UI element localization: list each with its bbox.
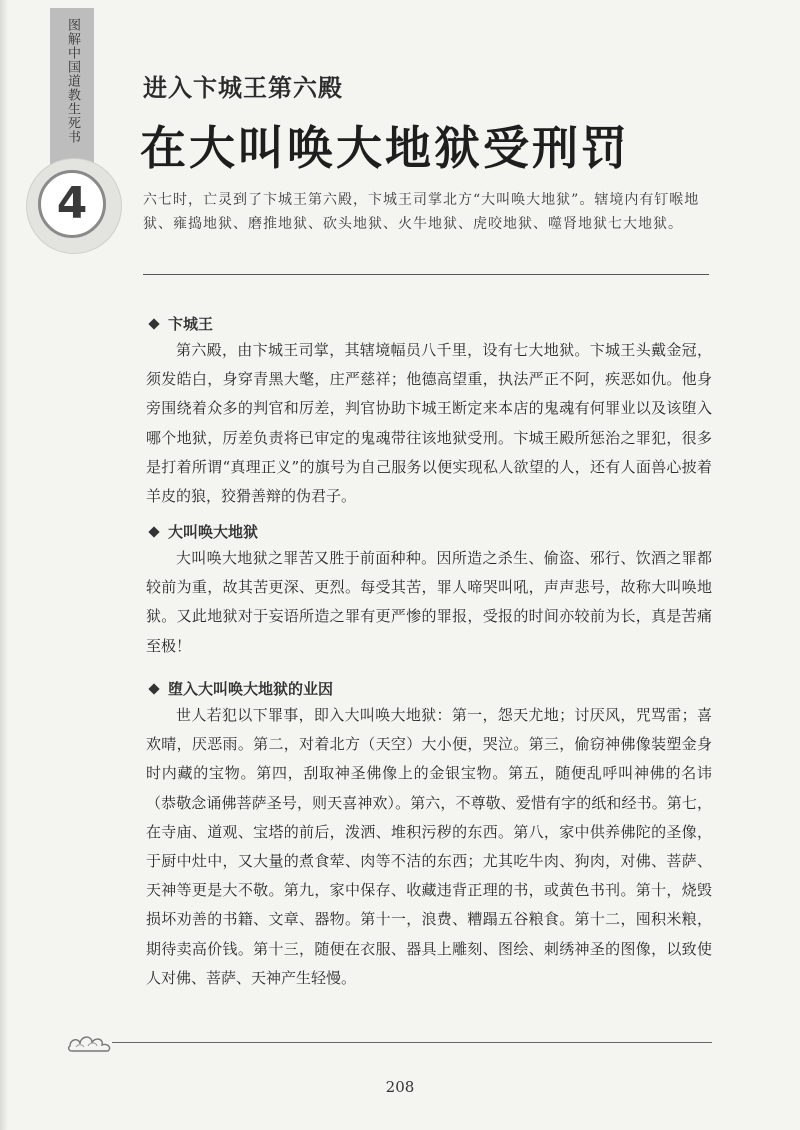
diamond-bullet-icon <box>148 526 159 537</box>
page-title: 在大叫唤大地狱受刑罚 <box>140 121 630 175</box>
intro-paragraph: 六七时，亡灵到了卞城王第六殿，卞城王司掌北方“大叫唤大地狱”。辖境内有钉喉地狱、雍捣地狱、磨推地狱、砍头地狱、火牛地狱、虎咬地狱、噬肾地狱七大地狱。 <box>143 192 700 232</box>
page-edge-shadow <box>0 0 8 1130</box>
section-2 <box>146 520 712 661</box>
section-heading <box>146 312 712 336</box>
section-body: 世人若犯以下罪事，即入大叫唤大地狱：第一，怨天尤地；讨厌风，咒骂雷；喜欢晴，厌恶雨。第二，对着北方（天空）大小便，哭泣。第三，偷窃神佛像装塑金身时内藏的宝物。第四，刮取神圣佛像上的金银宝物。第五，随便乱呼叫神佛的名讳（恭敬念诵佛菩萨圣号，则天喜神欢）。第六，不尊敬、爱惜有字的纸和经书。第七，在寺庙、道观、宝塔的前后，泼洒、堆积污秽的东西。第八，家中供养佛陀的圣像，于厨中灶中，又大量的煮食荤、肉等不洁的东西；尤其吃牛肉、狗肉，对佛、菩萨、天神等更是大不敬。第九，家中保存、收藏违背正理的书，或黄色书刊。第十，烧毁损坏劝善的书籍、文章、器物。第十一，浪费、糟蹋五谷粮食。第十二，囤积米粮，期待卖高价钱。第十三，随便在衣服、器具上雕刻、图绘、刺绣神圣的图像，以致使人对佛、菩萨、天神产生轻慢。 <box>146 706 712 987</box>
section-heading-text: 卞城王 <box>168 315 214 333</box>
section-heading <box>146 520 712 544</box>
section-1 <box>146 312 712 511</box>
section-heading-text: 大叫唤大地狱 <box>168 523 259 541</box>
intro-divider <box>143 274 709 275</box>
footer-divider <box>112 1042 712 1043</box>
section-kicker: 进入卞城王第六殿 <box>143 74 343 102</box>
section-body: 第六殿，由卞城王司掌，其辖境幅员八千里，设有七大地狱。卞城王头戴金冠，须发皓白，身穿青黑大氅，庄严慈祥；他德高望重，执法严正不阿，疾恶如仇。他身旁围绕着众多的判官和厉差，判官协助卞城王断定来本店的鬼魂有何罪业以及该堕入哪个地狱，厉差负责将已审定的鬼魂带往该地狱受刑。卞城王殿所惩治之罪犯，很多是打着所谓“真理正义”的旗号为自己服务以便实现私人欲望的人，还有人面兽心披着羊皮的狼，狡猾善辩的伪君子。 <box>146 341 712 506</box>
diamond-bullet-icon <box>148 683 159 694</box>
side-tab <box>50 8 94 168</box>
section-heading <box>146 677 712 701</box>
page-number: 208 <box>385 1078 415 1096</box>
cloud-ornament-icon <box>66 1026 114 1056</box>
section-heading-text: 堕入大叫唤大地狱的业因 <box>168 680 334 698</box>
chapter-number-badge: 4 <box>38 170 106 238</box>
diamond-bullet-icon <box>148 318 159 329</box>
section-3 <box>146 677 712 993</box>
section-body: 大叫唤大地狱之罪苦又胜于前面种种。因所造之杀生、偷盗、邪行、饮酒之罪都较前为重，故其苦更深、更烈。每受其苦，罪人啼哭叫吼，声声悲号，故称大叫唤地狱。又此地狱对于妄语所造之罪有更严惨的罪报，受报的时间亦较前为长，真是苦痛至极！ <box>146 549 712 655</box>
book-title-vertical: 图解中国道教生死书 <box>65 18 80 144</box>
